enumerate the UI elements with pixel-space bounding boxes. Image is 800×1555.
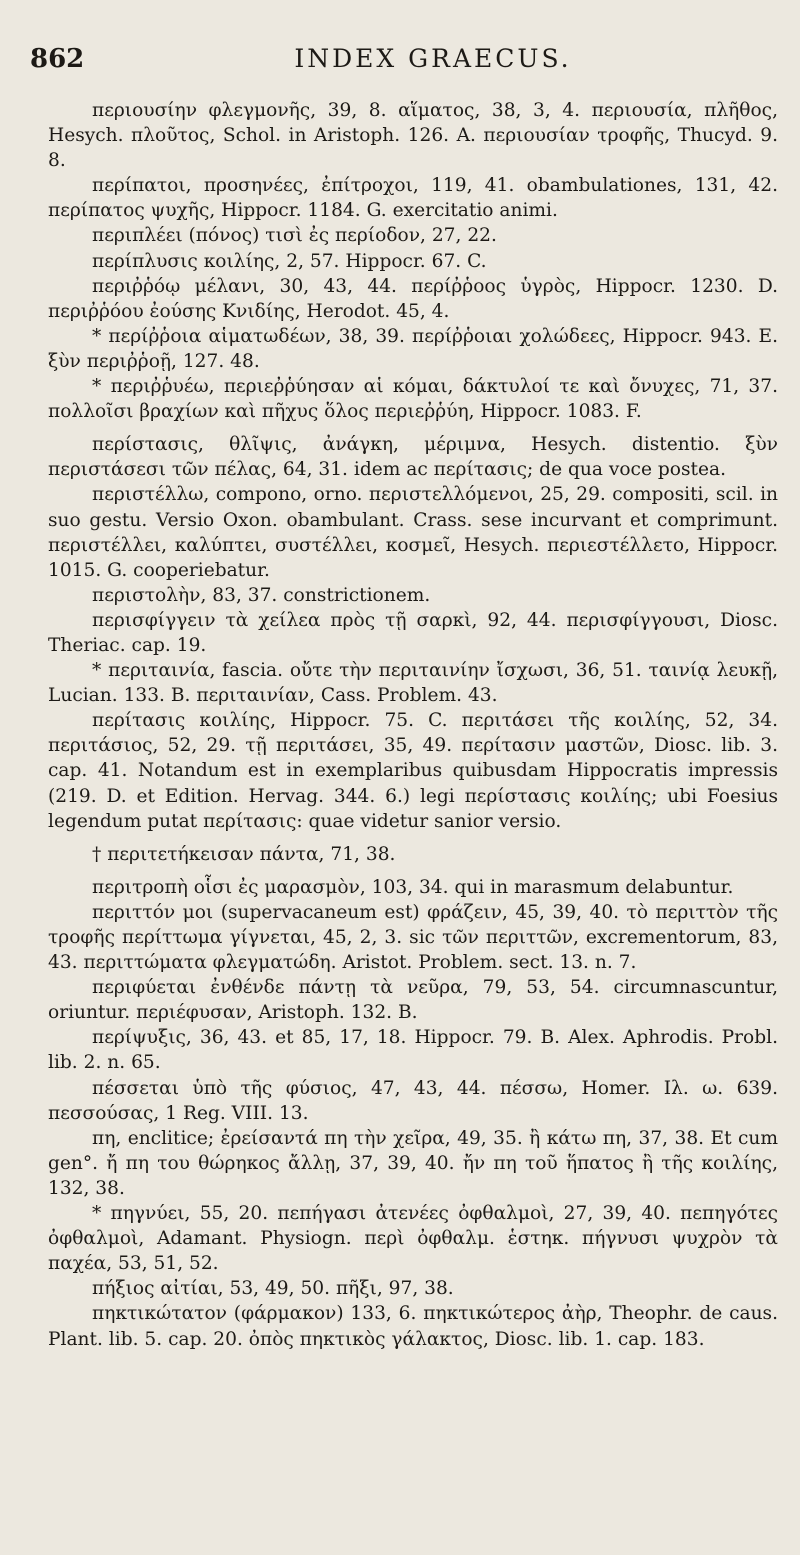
index-entry: πη, enclitice; ἐρείσαντά πη τὴν χεῖρα, 49, 35. ἢ κάτω πη, 37, 38. Et cum gen°. ἤ πη του θώρηκος ἄλλῃ, 37, 39, 40. ἤν πη τοῦ ἥπατος ἢ τῆς κοιλίης, 132, 38. <box>48 1127 778 1199</box>
index-entry: περίπατοι, προσηνέες, ἐπίτροχοι, 119, 41. obambulationes, 131, 42. περίπατος ψυχῆς, Hippocr. 1184. G. exercitatio animi. <box>48 175 778 222</box>
index-entry: περίψυξις, 36, 43. et 85, 17, 18. Hippocr. 79. B. Alex. Aphrodis. Probl. lib. 2. n. 65. <box>48 1027 778 1074</box>
index-entry: περιφύεται ἐνθένδε πάντῃ τὰ νεῦρα, 79, 53, 54. circumnascuntur, oriuntur. περιέφυσαν, Aristoph. 132. B. <box>48 977 778 1024</box>
page-header <box>30 44 778 84</box>
index-entry: περιουσίην φλεγμονῆς, 39, 8. αἵματος, 38, 3, 4. περιουσία, πλῆθος, Hesych. πλοῦτος, Schol. in Aristoph. 126. A. περιουσίαν τροφῆς, Thucyd. 9. 8. <box>48 100 778 172</box>
index-entry: περίτασις κοιλίης, Hippocr. 75. C. περιτάσει τῆς κοιλίης, 52, 34. περιτάσιος, 52, 29. τῇ περιτάσει, 35, 49. περίτασιν μαστῶν, Diosc. lib. 3. cap. 41. Notandum est in exemplaribus quibusdam Hippocratis impressis (219. D. et Edition. Hervag. 344. 6.) legi περίστασις κοιλίης; ubi Foesius legendum putat περίτασις: quae videtur sanior versio. <box>48 710 778 832</box>
index-entry: † περιτετήκεισαν πάντα, 71, 38. <box>92 843 396 865</box>
index-entry: περιῤῥόῳ μέλανι, 30, 43, 44. περίῤῥοος ὑγρὸς, Hippocr. 1230. D. περιῤῥόου ἐούσης Κνιδίης, Herodot. 45, 4. <box>48 275 778 322</box>
index-entry: περίπλυσις κοιλίης, 2, 57. Hippocr. 67. C. <box>92 250 487 272</box>
index-entry: πηκτικώτατον (φάρμακον) 133, 6. πηκτικώτερος ἀὴρ, Theophr. de caus. Plant. lib. 5. cap. 20. ὀπὸς πηκτικὸς γάλακτος, Diosc. lib. 1. cap. 183. <box>48 1303 778 1350</box>
index-entry: πήξιος αἰτίαι, 53, 49, 50. πῆξι, 97, 38. <box>92 1278 454 1300</box>
index-entry: περιττόν μοι (supervacaneum est) φράζειν, 45, 39, 40. τὸ περιττὸν τῆς τροφῆς περίττωμα γίγνεται, 45, 2, 3. sic τῶν περιττῶν, excrementorum, 83, 43. περιττώματα φλεγματώδη. Aristot. Problem. sect. 13. n. 7. <box>48 901 778 974</box>
index-entry: * περιταινία, fascia. οὔτε τὴν περιταινίην ἴσχωσι, 36, 51. ταινίᾳ λευκῇ, Lucian. 133. B. περιταινίαν, Cass. Problem. 43. <box>48 660 778 707</box>
running-title: INDEX GRAECUS. <box>294 44 572 73</box>
index-entry: περίστασις, θλῖψις, ἀνάγκη, μέριμνα, Hesych. distentio. ξὺν περιστάσεσι τῶν πέλας, 64, 31. idem ac περίτασις; de qua voce postea. <box>48 434 778 481</box>
index-entry: * περίῤῥοια αἱματωδέων, 38, 39. περίῤῥοιαι χολώδεες, Hippocr. 943. E. ξὺν περιῤῥοῇ, 127. 48. <box>48 325 778 372</box>
index-entry: περιστέλλω, compono, orno. περιστελλόμενοι, 25, 29. compositi, scil. in suo gestu. Versio Oxon. obambulant. Crass. sese incurvant et comprimunt. περιστέλλει, καλύπτει, συστέλλει, κοσμεῖ, Hesych. περιεστέλλετο, Hippocr. 1015. G. cooperiebatur. <box>48 484 778 581</box>
index-entries <box>48 98 778 1352</box>
index-entry: περιπλέει (πόνος) τισὶ ἐς περίοδον, 27, 22. <box>92 225 497 247</box>
index-entry: περισφίγγειν τὰ χείλεα πρὸς τῇ σαρκὶ, 92, 44. περισφίγγουσι, Diosc. Theriac. cap. 19. <box>48 609 778 656</box>
index-entry: * πηγνύει, 55, 20. πεπήγασι ἀτενέες ὀφθαλμοὶ, 27, 39, 40. πεπηγότες ὀφθαλμοὶ, Adamant. Physiogn. περὶ ὀφθαλμ. ἑστηκ. πήγνυσι ψυχρὸν τὰ παχέα, 53, 51, 52. <box>48 1203 778 1275</box>
index-entry: περιτροπὴ οἷσι ἐς μαρασμὸν, 103, 34. qui in marasmum delabuntur. <box>92 876 734 898</box>
page-number: 862 <box>30 44 85 74</box>
index-entry: * περιῤῥυέω, περιεῤῥύησαν αἱ κόμαι, δάκτυλοί τε καὶ ὄνυχες, 71, 37. πολλοῖσι βραχίων καὶ πῆχυς ὅλος περιεῤῥύη, Hippocr. 1083. F. <box>48 376 778 423</box>
index-entry: περιστολὴν, 83, 37. constrictionem. <box>92 584 431 606</box>
index-entry: πέσσεται ὑπὸ τῆς φύσιος, 47, 43, 44. πέσσω, Homer. Ιλ. ω. 639. πεσσούσας, 1 Reg. VIII. 13. <box>48 1077 778 1124</box>
